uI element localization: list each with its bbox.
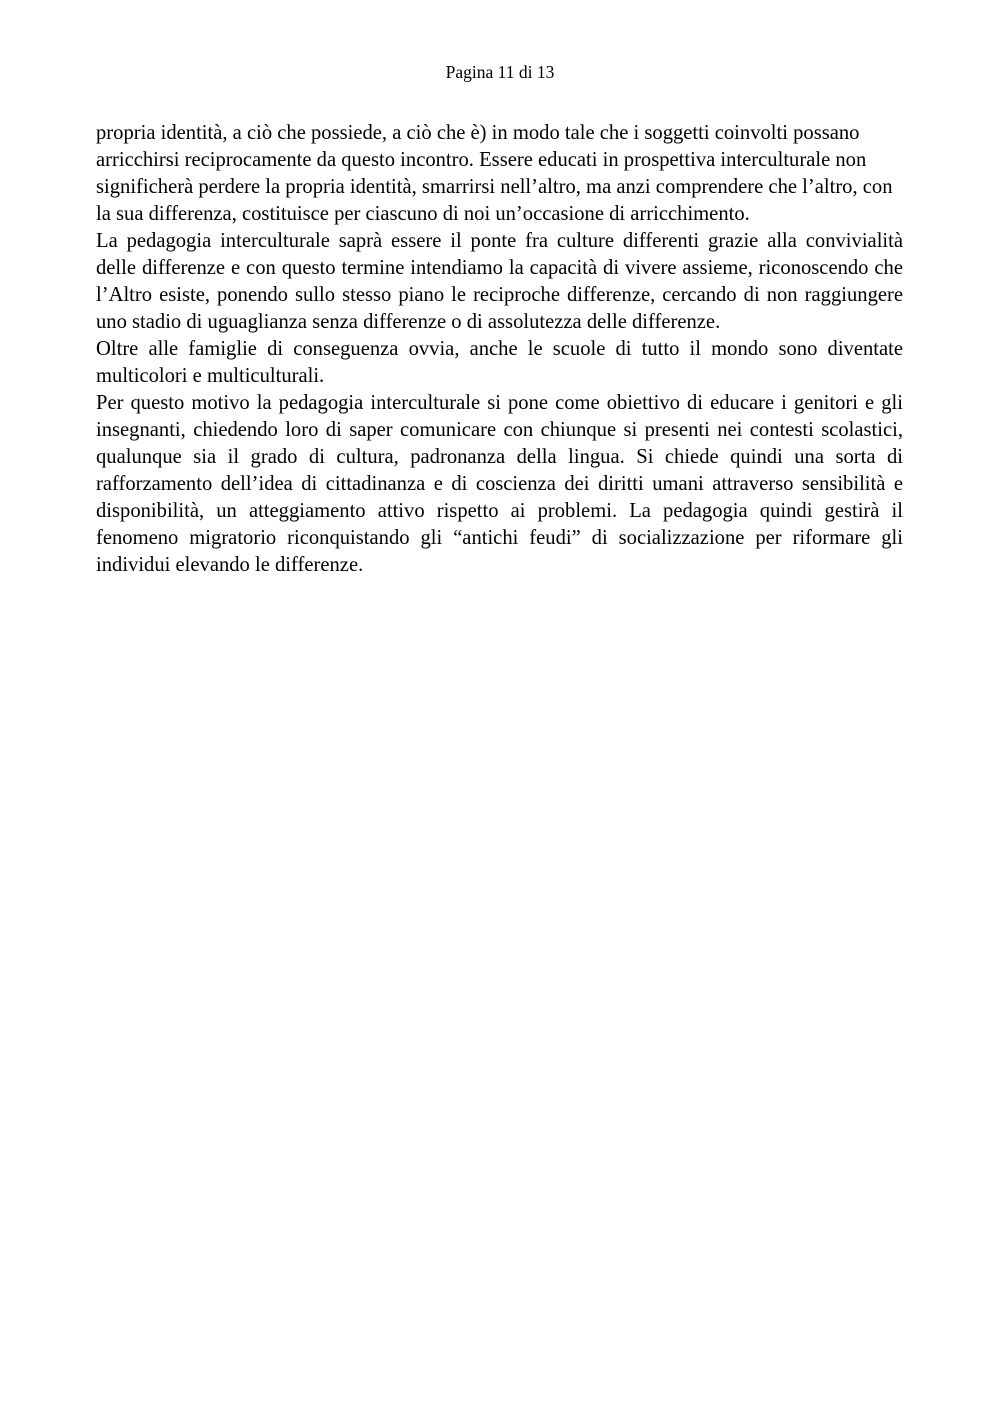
paragraph-intercultural-bridge: La pedagogia interculturale saprà essere il ponte fra culture differenti grazie alla convivialità delle differenze e con questo termine intendiamo la capacità di vivere assieme, riconoscendo che l’Altro esiste, ponendo sullo stesso piano le reciproche differenze, cercando di non raggiungere uno stadio di uguaglianza senza differenze o di assolutezza delle differenze. — [96, 230, 903, 333]
page-number-header: Pagina 11 di 13 — [445, 62, 555, 82]
paragraph-multicultural-schools: Oltre alle famiglie di conseguenza ovvia, anche le scuole di tutto il mondo sono diventate multicolori e multiculturali. — [96, 338, 903, 387]
document-body — [96, 120, 903, 579]
paragraph-identity-enrichment: propria identità, a ciò che possiede, a ciò che è) in modo tale che i soggetti coinvolti possano arricchirsi reciprocamente da questo incontro. Essere educati in prospettiva interculturale non significherà perdere la propria identità, smarrirsi nell’altro, ma anzi comprendere che l’altro, con la sua differenza, costituisce per ciascuno di noi un’occasione di arricchimento. — [96, 122, 893, 225]
paragraph-educating-parents-teachers: Per questo motivo la pedagogia interculturale si pone come obiettivo di educare i genitori e gli insegnanti, chiedendo loro di saper comunicare con chiunque si presenti nei contesti scolastici, qualunque sia il grado di cultura, padronanza della lingua. Si chiede quindi una sorta di rafforzamento dell’idea di cittadinanza e di coscienza dei diritti umani attraverso sensibilità e disponibilità, un atteggiamento attivo rispetto ai problemi. La pedagogia quindi gestirà il fenomeno migratorio riconquistando gli “antichi feudi” di socializzazione per riformare gli individui elevando le differenze. — [96, 392, 903, 576]
